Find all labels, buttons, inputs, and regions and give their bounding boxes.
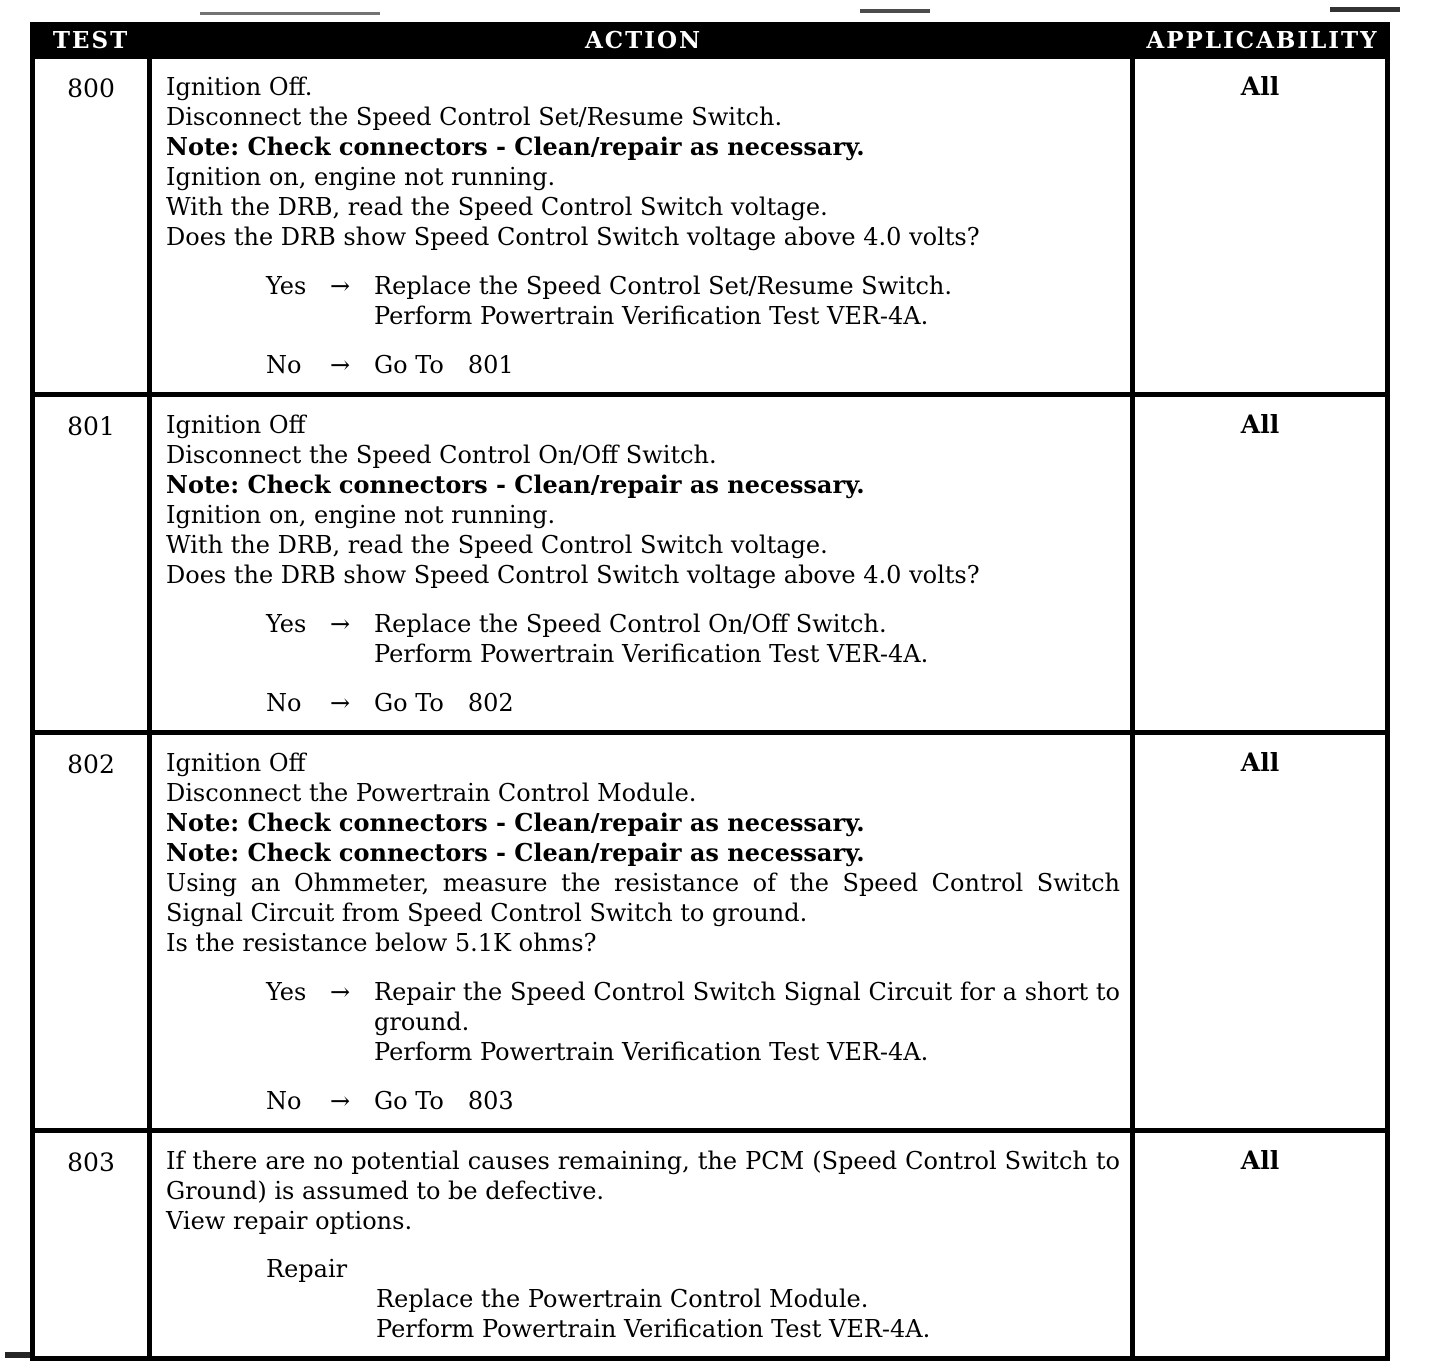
action-cell (152, 1133, 1135, 1356)
action-line: Does the DRB show Speed Control Switch voltage above 4.0 volts? (166, 561, 980, 589)
decision-branch-no (166, 1086, 1120, 1116)
note-line: Note: Check connectors - Clean/repair as necessary. (166, 808, 865, 837)
arrow-right-icon: → (330, 978, 351, 1006)
action-line: Ignition Off. (166, 73, 313, 101)
applicability-value: All (1240, 1146, 1280, 1175)
branch-label: Yes (266, 610, 307, 638)
table-body (30, 59, 1390, 1361)
arrow-right-icon: → (330, 610, 351, 638)
column-header-test: TEST (52, 27, 130, 54)
arrow-right-icon: → (330, 351, 351, 379)
column-header-applicability: APPLICABILITY (1146, 27, 1379, 54)
action-line: Using an Ohmmeter, measure the resistance of the Speed Control Switch Signal Circuit from Speed Control Switch to ground. (166, 869, 1120, 927)
note-line: Note: Check connectors - Clean/repair as necessary. (166, 470, 865, 499)
branch-label: Yes (266, 978, 307, 1006)
note-line: Note: Check connectors - Clean/repair as necessary. (166, 132, 865, 161)
branch-label: No (266, 351, 302, 379)
branch-result-line: Repair the Speed Control Switch Signal Circuit for a short to ground. (374, 978, 1120, 1036)
action-line: Ignition on, engine not running. (166, 501, 556, 529)
applicability-cell (1135, 59, 1385, 392)
repair-line: Perform Powertrain Verification Test VER-4A. (376, 1315, 931, 1343)
test-number: 803 (67, 1148, 115, 1177)
branch-result-line: Go To 803 (374, 1087, 514, 1115)
action-cell (152, 735, 1135, 1128)
action-line: If there are no potential causes remaining, the PCM (Speed Control Switch to Ground) is assumed to be defective. (166, 1147, 1120, 1205)
applicability-cell (1135, 735, 1385, 1128)
branch-result (374, 977, 1120, 1067)
action-line: With the DRB, read the Speed Control Switch voltage. (166, 193, 828, 221)
branch-result (374, 609, 1120, 669)
test-number: 802 (67, 750, 115, 779)
action-line: Is the resistance below 5.1K ohms? (166, 929, 597, 957)
table-row (35, 59, 1385, 397)
branch-label: Yes (266, 272, 307, 300)
branch-result (374, 1086, 1120, 1116)
repair-lines (266, 1284, 1120, 1344)
test-number-cell (35, 1133, 152, 1356)
action-line: Does the DRB show Speed Control Switch voltage above 4.0 volts? (166, 223, 980, 251)
action-line: Ignition Off (166, 411, 306, 439)
test-number-cell (35, 735, 152, 1128)
applicability-value: All (1240, 72, 1280, 101)
table-row (35, 735, 1385, 1133)
decision-branch-no (166, 688, 1120, 718)
table-row (35, 1133, 1385, 1356)
diagnostic-test-table (30, 22, 1390, 1361)
applicability-value: All (1240, 410, 1280, 439)
test-number-cell (35, 397, 152, 730)
action-line: With the DRB, read the Speed Control Switch voltage. (166, 531, 828, 559)
decision-branch-yes (166, 977, 1120, 1067)
branch-result-line: Go To 801 (374, 351, 514, 379)
repair-block (166, 1254, 1120, 1344)
arrow-right-icon: → (330, 689, 351, 717)
arrow-right-icon: → (330, 1087, 351, 1115)
test-number: 800 (67, 74, 115, 103)
test-number: 801 (67, 412, 115, 441)
repair-label: Repair (266, 1255, 348, 1283)
decision-branch-yes (166, 271, 1120, 331)
action-line: Ignition Off (166, 749, 306, 777)
branch-label: No (266, 689, 302, 717)
action-line: Disconnect the Speed Control Set/Resume Switch. (166, 103, 783, 131)
branch-result (374, 271, 1120, 331)
action-cell (152, 397, 1135, 730)
scan-artifact (860, 9, 930, 13)
action-line: Disconnect the Powertrain Control Module. (166, 779, 697, 807)
branch-label: No (266, 1087, 302, 1115)
branch-result-line: Perform Powertrain Verification Test VER-4A. (374, 1038, 929, 1066)
applicability-cell (1135, 1133, 1385, 1356)
branch-result (374, 350, 1120, 380)
branch-result-line: Perform Powertrain Verification Test VER-4A. (374, 302, 929, 330)
note-line: Note: Check connectors - Clean/repair as necessary. (166, 838, 865, 867)
branch-result-line: Go To 802 (374, 689, 514, 717)
branch-result-line: Replace the Speed Control Set/Resume Switch. (374, 272, 953, 300)
decision-branch-yes (166, 609, 1120, 669)
table-row (35, 397, 1385, 735)
test-number-cell (35, 59, 152, 392)
table-header-bar (30, 22, 1390, 59)
branch-result-line: Replace the Speed Control On/Off Switch. (374, 610, 887, 638)
column-header-action: ACTION (584, 27, 703, 54)
action-line: Ignition on, engine not running. (166, 163, 556, 191)
action-cell (152, 59, 1135, 392)
arrow-right-icon: → (330, 272, 351, 300)
applicability-cell (1135, 397, 1385, 730)
action-line: Disconnect the Speed Control On/Off Switch. (166, 441, 717, 469)
branch-result-line: Perform Powertrain Verification Test VER-4A. (374, 640, 929, 668)
action-line: View repair options. (166, 1207, 413, 1235)
applicability-value: All (1240, 748, 1280, 777)
branch-result (374, 688, 1120, 718)
scan-artifact (1330, 7, 1400, 12)
decision-branch-no (166, 350, 1120, 380)
repair-line: Replace the Powertrain Control Module. (376, 1285, 869, 1313)
scan-artifact (200, 12, 380, 15)
